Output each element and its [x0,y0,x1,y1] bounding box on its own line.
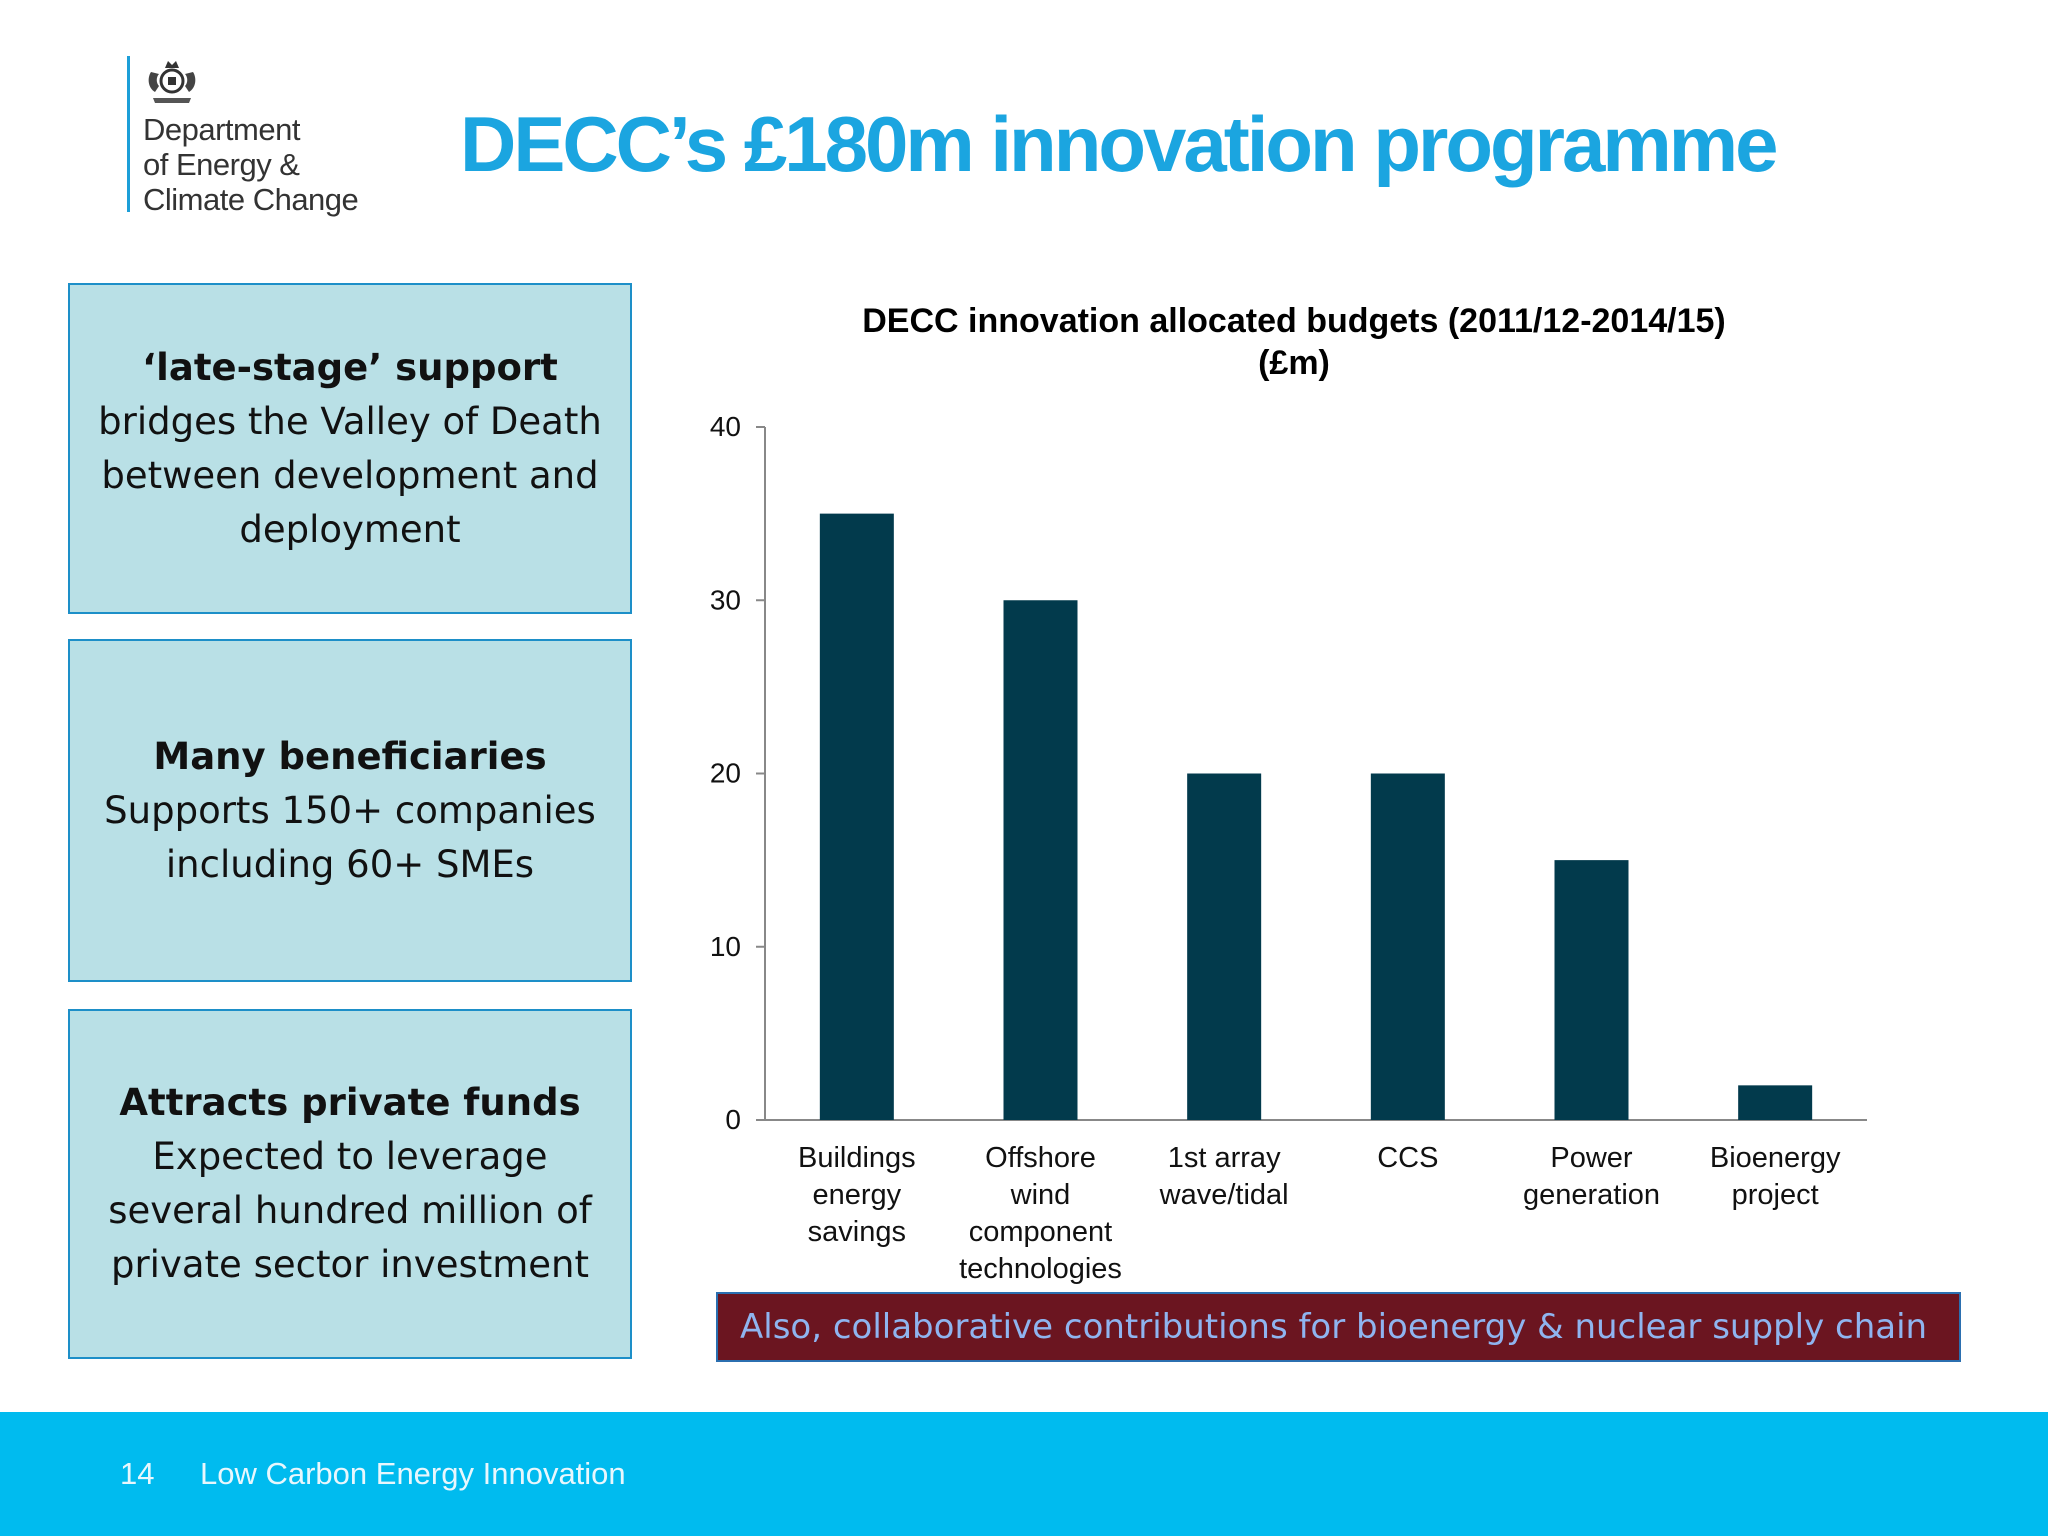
x-tick-label: Buildings [797,1142,916,1174]
y-tick-label: 30 [709,584,741,616]
x-tick-label: savings [807,1216,906,1248]
logo-line: Climate Change [143,182,359,217]
info-box-heading: Many beneficiaries [153,734,547,778]
x-tick-label: Offshore [985,1142,1096,1174]
x-tick-label: component [968,1216,1113,1248]
logo-line: of Energy & [143,147,300,182]
info-box-private-funds [68,1009,632,1359]
bar [1371,774,1445,1121]
chart-title: DECC innovation allocated budgets (2011/12-2014/15) [862,302,1726,340]
info-box-line: private sector investment [110,1243,590,1286]
bar [1187,774,1261,1121]
page-title: DECC’s £180m innovation programme [460,100,1776,188]
bar [1555,860,1629,1120]
collaborative-note: Also, collaborative contributions for bioenergy & nuclear supply chain [716,1292,1961,1362]
bar [1738,1085,1812,1120]
footer-bar [0,1412,2048,1536]
x-tick-label: Bioenergy [1709,1142,1841,1174]
bar [820,514,894,1120]
x-tick-label: energy [812,1179,902,1211]
y-tick-label: 40 [709,411,741,442]
info-box-line: several hundred million of [108,1189,592,1232]
y-tick-label: 0 [725,1104,741,1135]
info-box-beneficiaries [68,639,632,982]
logo-line: Department [143,112,300,147]
y-tick-label: 20 [709,757,741,789]
bar [1004,600,1078,1120]
royal-crest-icon [143,56,201,106]
x-tick-label: wave/tidal [1159,1179,1289,1211]
info-box-line: Expected to leverage [152,1135,548,1178]
chart-title: (£m) [1258,344,1330,382]
x-tick-label: CCS [1377,1142,1439,1174]
x-tick-label: wind [1010,1179,1071,1211]
info-box-heading: Attracts private funds [119,1081,581,1124]
budget-bar-chart [650,280,1950,1300]
x-tick-label: project [1731,1179,1819,1211]
info-box-line: including 60+ SMEs [165,842,535,886]
info-box-late-stage [68,283,632,614]
footer-label: Low Carbon Energy Innovation [200,1456,626,1491]
decc-logo [127,56,387,216]
x-tick-label: Power [1550,1142,1633,1174]
info-box-line: deployment [239,507,461,551]
logo-text [143,112,358,217]
y-tick-label: 10 [709,930,741,962]
x-tick-label: generation [1522,1179,1661,1211]
info-box-line: between development and [101,453,599,497]
page-number: 14 [120,1456,155,1491]
x-tick-label: 1st array [1167,1142,1281,1174]
info-box-line: Supports 150+ companies [104,788,596,832]
logo-rule [127,56,130,212]
info-box-heading: ‘late-stage’ support [142,345,558,389]
x-tick-label: technologies [959,1253,1122,1285]
info-box-line: bridges the Valley of Death [98,399,602,443]
